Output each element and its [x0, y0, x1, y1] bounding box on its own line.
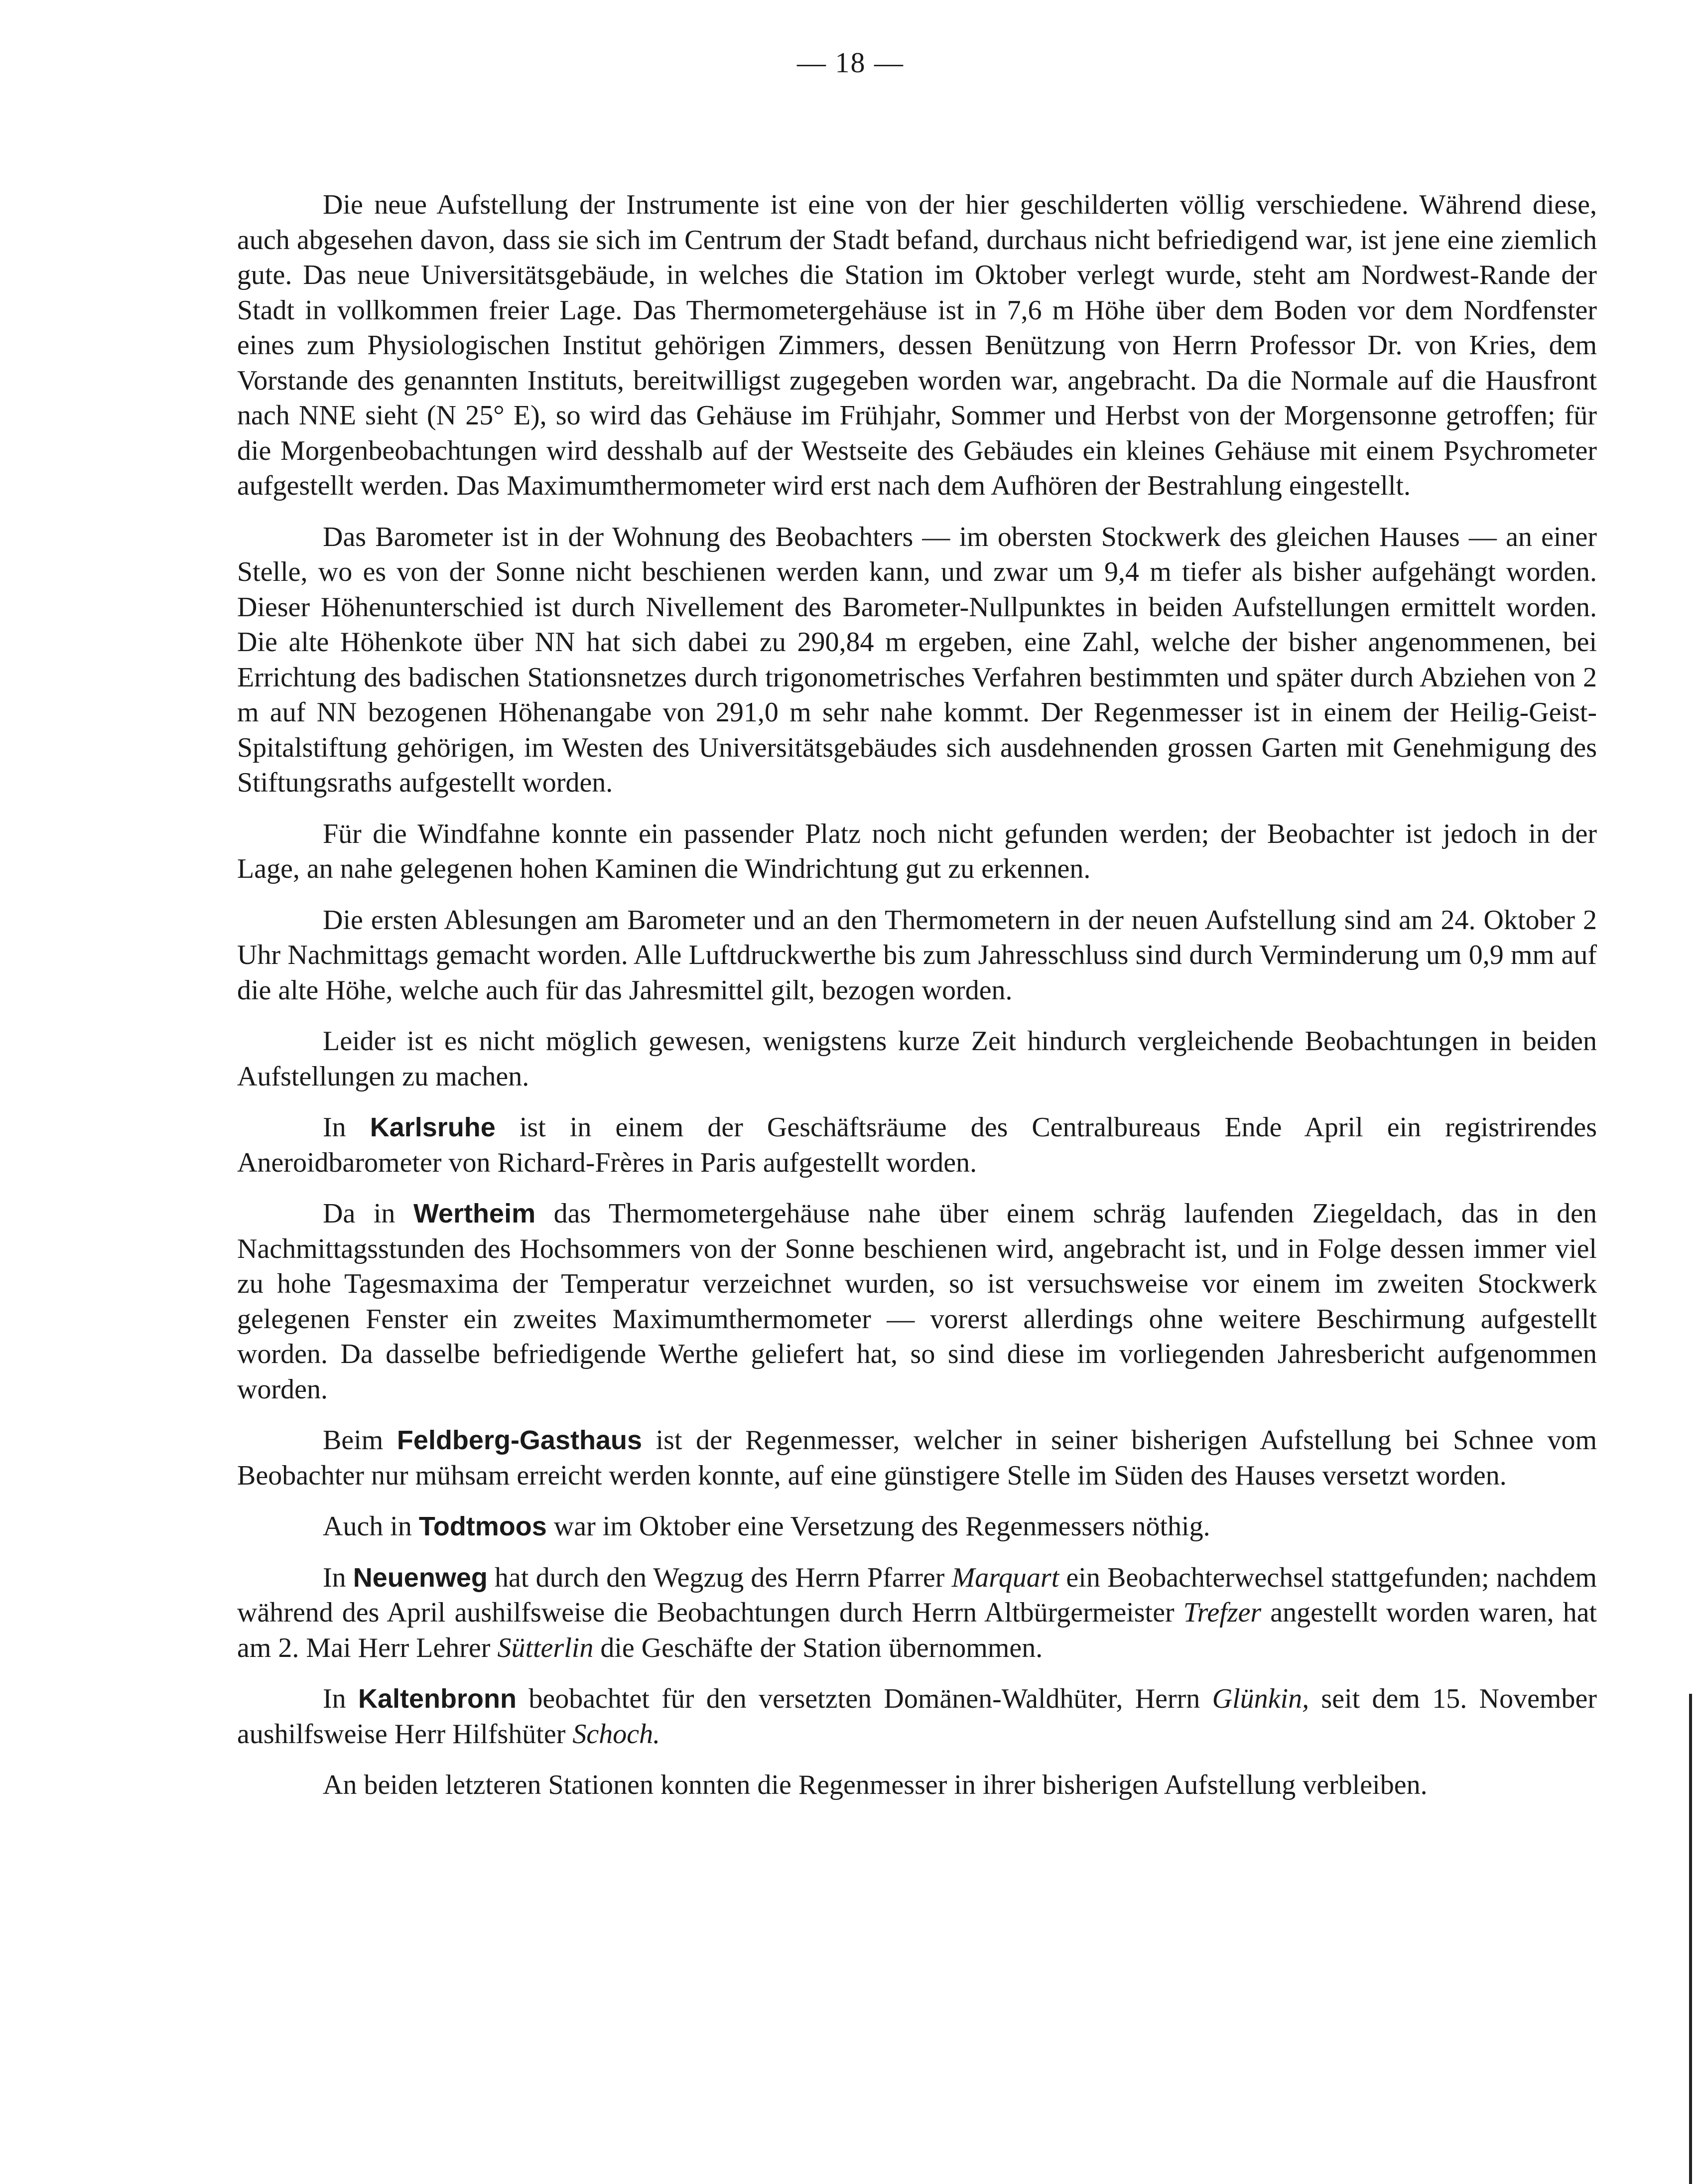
- paragraph: [237, 1560, 1597, 1666]
- text-run: In: [323, 1562, 353, 1593]
- text-run: seit dem 15. November aushilfsweise Herr Hilfshüter: [237, 1683, 1597, 1750]
- person-name: Marquart: [951, 1562, 1059, 1593]
- paragraph: [237, 1110, 1597, 1180]
- paragraph: [237, 1024, 1597, 1094]
- body-text: [237, 187, 1597, 1819]
- text-run: Leider ist es nicht möglich gewesen, wenigstens kurze Zeit hindurch vergleichende Beobachtungen in beiden Aufstellungen zu machen.: [237, 1026, 1597, 1092]
- page-number: — 18 —: [797, 46, 904, 79]
- paragraph: [237, 187, 1597, 504]
- paragraph: [237, 520, 1597, 801]
- text-run: ein Beobachterwechsel stattgefunden; nachdem während des April aushilfsweise die Beobachtungen durch Herrn Altbürgermeister: [237, 1562, 1597, 1628]
- paragraph: [237, 1509, 1597, 1544]
- text-run: ist in einem der Geschäftsräume des Centralbureaus Ende April ein registrirendes Aneroidbarometer von Richard-Frères in Paris aufgestellt worden.: [237, 1112, 1597, 1178]
- text-run: Da in: [323, 1198, 414, 1229]
- paragraph: [237, 1423, 1597, 1493]
- paragraph: [237, 1768, 1597, 1803]
- station-name: Wertheim: [413, 1199, 536, 1228]
- text-run: Die neue Aufstellung der Instrumente ist eine von der hier geschilderten völlig verschiedene. Während diese, auch abgesehen davon, dass sie sich im Centrum der Stadt befand, durchaus nicht befriedigend war, ist jene eine ziemlich gute. Das neue Universitätsgebäude, in welches die Station im Oktober verlegt wurde, steht am Nordwest-Rande der Stadt in vollkommen freier Lage. Das Thermometergehäuse ist in 7,6 m Höhe über dem Boden vor dem Nordfenster eines zum Physiologischen Institut gehörigen Zimmers, dessen Benützung von Herrn Professor Dr. von Kries, dem Vorstande des genannten Instituts, bereitwilligst zugegeben worden war, angebracht. Da die Normale auf die Hausfront nach NNE sieht (N 25° E), so wird das Gehäuse im Frühjahr, Sommer und Herbst von der Morgensonne getroffen; für die Morgenbeobachtungen wird desshalb auf der Westseite des Gebäudes ein kleines Gehäuse mit einem Psychrometer aufgestellt werden. Das Maximumthermometer wird erst nach dem Aufhören der Bestrahlung eingestellt.: [237, 189, 1597, 501]
- person-name: Schoch.: [572, 1718, 660, 1750]
- text-run: In: [323, 1683, 358, 1714]
- text-run: Auch in: [323, 1511, 419, 1542]
- scan-edge-shadow: [1689, 1694, 1692, 2184]
- text-run: An beiden letzteren Stationen konnten die Regenmesser in ihrer bisherigen Aufstellung verbleiben.: [323, 1770, 1428, 1800]
- text-run: angestellt worden waren, hat am 2. Mai Herr Lehrer: [237, 1597, 1597, 1663]
- text-run: war im Oktober eine Versetzung des Regenmessers nöthig.: [546, 1511, 1210, 1542]
- text-run: Die ersten Ablesungen am Barometer und an den Thermometern in der neuen Aufstellung sind am 24. Oktober 2 Uhr Nachmittags gemacht worden. Alle Luftdruckwerthe bis zum Jahresschluss sind durch Verminderung um 0,9 mm auf die alte Höhe, welche auch für das Jahresmittel gilt, bezogen worden.: [237, 904, 1597, 1006]
- text-run: das Thermometergehäuse nahe über einem schräg laufenden Ziegeldach, das in den Nachmittagsstunden des Hochsommers von der Sonne beschienen wird, angebracht ist, und in Folge dessen immer viel zu hohe Tagesmaxima der Temperatur verzeichnet wurden, so ist versuchsweise vor einem im zweiten Stockwerk gelegenen Fenster ein zweites Maximumthermometer — vorerst allerdings ohne weitere Beschirmung aufgestellt worden. Da dasselbe befriedigende Werthe geliefert hat, so sind diese im vorliegenden Jahresbericht aufgenommen worden.: [237, 1198, 1597, 1405]
- text-run: Beim: [323, 1425, 397, 1456]
- text-run: Für die Windfahne konnte ein passender Platz noch nicht gefunden werden; der Beobachter ist jedoch in der Lage, an nahe gelegenen hohen Kaminen die Windrichtung gut zu erkennen.: [237, 818, 1597, 884]
- station-name: Todtmoos: [418, 1511, 547, 1541]
- text-run: In: [323, 1112, 370, 1143]
- text-run: ist der Regenmesser, welcher in seiner bisherigen Aufstellung bei Schnee vom Beobachter nur mühsam erreicht werden konnte, auf eine günstigere Stelle im Süden des Hauses versetzt worden.: [237, 1425, 1597, 1491]
- text-run: hat durch den Wegzug des Herrn Pfarrer: [487, 1562, 952, 1593]
- station-name: Kaltenbronn: [358, 1684, 517, 1714]
- paragraph: [237, 1196, 1597, 1407]
- paragraph: [237, 903, 1597, 1008]
- text-run: die Geschäfte der Station übernommen.: [593, 1632, 1043, 1663]
- paragraph: [237, 1681, 1597, 1752]
- person-name: Glünkin,: [1212, 1683, 1309, 1714]
- paragraph: [237, 817, 1597, 887]
- station-name: Karlsruhe: [370, 1112, 496, 1142]
- station-name: Feldberg-Gasthaus: [396, 1425, 643, 1455]
- person-name: Trefzer: [1183, 1597, 1262, 1628]
- text-run: beobachtet für den versetzten Domänen-Waldhüter, Herrn: [517, 1683, 1212, 1714]
- text-run: Das Barometer ist in der Wohnung des Beobachters — im obersten Stockwerk des gleichen Hauses — an einer Stelle, wo es von der Sonne nicht beschienen werden kann, und zwar um 9,4 m tiefer als bisher aufgehängt worden. Dieser Höhenunterschied ist durch Nivellement des Barometer-Nullpunktes in beiden Aufstellungen ermittelt worden. Die alte Höhenkote über NN hat sich dabei zu 290,84 m ergeben, eine Zahl, welche der bisher angenommenen, bei Errichtung des badischen Stationsnetzes durch trigonometrisches Verfahren bestimmten und später durch Abziehen von 2 m auf NN bezogenen Höhenangabe von 291,0 m sehr nahe kommt. Der Regenmesser ist in einem der Heilig-Geist-Spitalstiftung gehörigen, im Westen des Universitätsgebäudes sich ausdehnenden grossen Garten mit Genehmigung des Stiftungsraths aufgestellt worden.: [237, 521, 1597, 798]
- station-name: Neuenweg: [353, 1562, 488, 1593]
- person-name: Sütterlin: [497, 1632, 594, 1663]
